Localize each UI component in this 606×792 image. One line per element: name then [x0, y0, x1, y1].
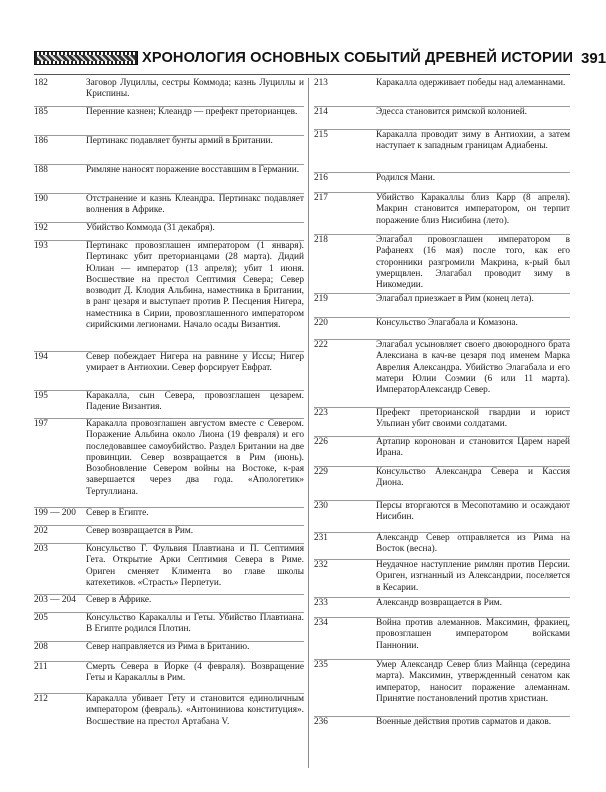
entry-text: Север возвращается в Рим.: [86, 526, 194, 536]
entry-text: Север направляется из Рима в Британию.: [86, 642, 250, 652]
entry-text: Отстранение и казнь Клеандра. Пертинакс подавляет волнения в Африке.: [86, 194, 304, 216]
entry-separator: [34, 164, 304, 165]
chronology-entry: [314, 340, 570, 396]
entry-text: Каракалла одерживает победы над алеманнами.: [376, 78, 566, 88]
entry-year: 186: [34, 136, 48, 146]
entry-separator: [314, 106, 570, 107]
entry-text: Консульство Элагабала и Комазона.: [376, 318, 518, 328]
entry-year: 219: [314, 294, 328, 304]
entry-text: Префект преторианской гвардии и юрист Ульпиан убит своими солдатами.: [376, 408, 570, 430]
entry-separator: [34, 135, 304, 136]
entry-year: 236: [314, 717, 328, 727]
chronology-entry: [314, 533, 570, 556]
entry-text: Пертинакс подавляет бунты армий в Британии.: [86, 136, 273, 146]
entry-year: 222: [314, 340, 328, 350]
chronology-entry: [34, 78, 304, 101]
entry-text: Элагабал усыновляет своего двоюродного брата Алексиана в кач-ве цезаря под именем Марка Аврелия Александра. Убийство Элагабала и его матери Юлии Соэмии (6 или 11 марта). ИмператорАлександр Север.: [376, 340, 570, 396]
chronology-entry: [34, 107, 304, 118]
chronology-entry: [314, 560, 570, 594]
entry-text: Эдесса становится римской колонией.: [376, 107, 527, 117]
entry-separator: [314, 293, 570, 294]
entry-text: Перенние казнен; Клеандр — префект преторианцев.: [86, 107, 298, 117]
chronology-entry: [34, 241, 304, 331]
entry-text: Заговор Луциллы, сестры Коммода; казнь Луциллы и Криспины.: [86, 78, 304, 100]
entry-text: Смерть Севера в Йорке (4 февраля). Возвращение Геты и Каракаллы в Рим.: [86, 662, 304, 684]
entry-separator: [34, 693, 304, 694]
chronology-entry: [314, 467, 570, 490]
chronology-entry: [34, 391, 304, 414]
entry-text: Север в Египте.: [86, 508, 149, 518]
entry-separator: [314, 192, 570, 193]
entry-separator: [34, 525, 304, 526]
entry-year: 213: [314, 78, 328, 88]
entry-text: Север в Африке.: [86, 595, 152, 605]
entry-year: 216: [314, 173, 328, 183]
chronology-entry: [314, 173, 570, 184]
entry-year: 208: [34, 642, 48, 652]
entry-year: 215: [314, 130, 328, 140]
entry-separator: [314, 500, 570, 501]
entry-text: Элагабал приезжает в Рим (конец лета).: [376, 294, 534, 304]
chronology-entry: [314, 78, 570, 89]
entry-text: Убийство Коммода (31 декабря).: [86, 223, 215, 233]
chronology-entry: [314, 660, 570, 705]
entry-year: 202: [34, 526, 48, 536]
page-number: 391: [581, 49, 606, 67]
entry-separator: [314, 172, 570, 173]
chronology-entry: [34, 194, 304, 217]
entry-separator: [34, 661, 304, 662]
entry-separator: [314, 466, 570, 467]
entry-text: Александр возвращается в Рим.: [376, 598, 503, 608]
entry-separator: [314, 559, 570, 560]
chronology-entry: [314, 437, 570, 460]
entry-year: 185: [34, 107, 48, 117]
entry-text: Война против алеманнов. Максимин, фракиец, провозглашен императором войсками Паннонии.: [376, 618, 570, 651]
entry-year: 194: [34, 352, 48, 362]
chronology-entry: [314, 193, 570, 227]
entry-year: 214: [314, 107, 328, 117]
entry-text: Каракалла, сын Севера, провозглашен цезарем. Падение Византия.: [86, 391, 304, 413]
entry-separator: [34, 543, 304, 544]
entry-year: 223: [314, 408, 328, 418]
entry-separator: [34, 106, 304, 107]
entry-year: 220: [314, 318, 328, 328]
chronology-entry: [34, 613, 304, 636]
entry-text: Каракалла проводит зиму в Антиохии, а затем наступает к западным границам Адиабены.: [376, 130, 570, 152]
entry-year: 188: [34, 165, 48, 175]
entry-text: Военные действия против сарматов и даков.: [376, 717, 552, 727]
chronology-entry: [34, 508, 304, 519]
entry-text: Элагабал провозглашен императором в Рафанеях (16 мая) после того, как его сторонники разгромили Макрина, к-рый был умерщвлен. Элагабал проводит зиму в Никомедии.: [376, 235, 570, 291]
entry-text: Пертинакс провозглашен императором (1 января). Пертинакс убит преторианцами (28 марта). Дидий Юлиан — император (13 апреля); убит 1 июня. Восшествие на престол Септимия Севера; Север возводит Д. Клодия Альбина, наместника в Британии, в ранг цезаря и выступает против Р. Песцения Нигера, наместника в Сирии, провозглашенного императором сирийскими легионами. Начало осады Византия.: [86, 241, 304, 331]
chronology-entry: [314, 235, 570, 291]
entry-separator: [314, 436, 570, 437]
entry-year: 197: [34, 419, 48, 429]
entry-text: Каракалла провозглашен августом вместе с Севером. Поражение Альбина около Лиона (19 февраля) и его последовавшее самоубийство. Раздел Британии на две провинции. Север возвращается в Рим (июнь). Возобновление Севером войны на Востоке, к-рая завершается через два года. «Апологетик» Тертуллиана.: [86, 419, 304, 497]
entry-separator: [314, 659, 570, 660]
entry-year: 182: [34, 78, 48, 88]
entry-text: Римляне наносят поражение восставшим в Германии.: [86, 165, 300, 175]
chronology-entry: [34, 544, 304, 589]
entry-year: 218: [314, 235, 328, 245]
entry-text: Каракалла убивает Гету и становится единоличным императором (февраль). «Антониниова конституция». Восшествие на престол Артабана V.: [86, 694, 304, 727]
entry-separator: [314, 234, 570, 235]
entry-separator: [34, 418, 304, 419]
entry-separator: [34, 594, 304, 595]
entry-year: 230: [314, 501, 328, 511]
header-rule: [34, 74, 570, 75]
running-title: ХРОНОЛОГИЯ ОСНОВНЫХ СОБЫТИЙ ДРЕВНЕЙ ИСТОРИИ: [142, 50, 574, 66]
chronology-entry: [314, 130, 570, 153]
entry-text: Консульство Александра Севера и Кассия Диона.: [376, 467, 570, 489]
entry-separator: [34, 612, 304, 613]
chronology-entry: [314, 318, 570, 329]
entry-text: Неудачное наступление римлян против Персии. Ориген, изгнанный из Александрии, поселяется в Кесарии.: [376, 560, 570, 593]
entry-separator: [314, 407, 570, 408]
entry-separator: [34, 507, 304, 508]
entry-text: Умер Александр Север близ Майнца (середина марта). Максимин, утвержденный сенатом как император, наносит поражение алеманнам. Принятие постановлений против христиан.: [376, 660, 570, 704]
chronology-entry: [314, 107, 570, 118]
entry-separator: [34, 240, 304, 241]
entry-year: 231: [314, 533, 328, 543]
entry-separator: [314, 597, 570, 598]
chronology-entry: [34, 694, 304, 728]
entry-separator: [314, 317, 570, 318]
entry-text: Консульство Каракаллы и Геты. Убийство Плавтиана. В Египте родился Плотин.: [86, 613, 304, 635]
entry-year: 203 — 204: [34, 595, 76, 605]
entry-separator: [34, 641, 304, 642]
entry-text: Север побеждает Нигера на равнине у Иссы; Нигер умирает в Антиохии. Север форсирует Евфрат.: [86, 352, 304, 374]
entry-text: Консульство Г. Фульвия Плавтиана и П. Септимия Гета. Открытие Арки Септимия Севера в Риме. Ориген сменяет Климента во главе школы катехетиков. «Страсть» Перпетуи.: [86, 544, 304, 588]
entry-separator: [34, 193, 304, 194]
entry-text: Родился Мани.: [376, 173, 436, 183]
entry-year: 234: [314, 618, 328, 628]
chronology-entry: [314, 598, 570, 609]
entry-separator: [314, 617, 570, 618]
entry-separator: [314, 716, 570, 717]
entry-text: Александр Север отправляется из Рима на Восток (весна).: [376, 533, 570, 555]
entry-separator: [34, 222, 304, 223]
chronology-entry: [34, 136, 304, 147]
chronology-entry: [34, 662, 304, 685]
chronology-entry: [34, 352, 304, 375]
entry-year: 190: [34, 194, 48, 204]
chronology-entry: [314, 294, 570, 305]
column-divider: [308, 78, 309, 768]
chronology-entry: [34, 595, 304, 606]
chronology-entry: [314, 501, 570, 524]
entry-year: 205: [34, 613, 48, 623]
chronology-entry: [34, 419, 304, 498]
entry-year: 212: [34, 694, 48, 704]
entry-year: 211: [34, 662, 48, 672]
entry-year: 226: [314, 437, 328, 447]
entry-year: 232: [314, 560, 328, 570]
chronology-entry: [34, 526, 304, 537]
entry-text: Персы вторгаются в Месопотамию и осаждают Нисибин.: [376, 501, 570, 523]
entry-year: 217: [314, 193, 328, 203]
entry-year: 235: [314, 660, 328, 670]
page-header: [34, 48, 606, 68]
entry-separator: [314, 532, 570, 533]
chronology-entry: [314, 408, 570, 431]
chronology-entry: [314, 717, 570, 728]
chronology-entry: [34, 223, 304, 234]
entry-separator: [314, 339, 570, 340]
entry-year: 203: [34, 544, 48, 554]
entry-text: Артапир коронован и становится Царем нарей Ирана.: [376, 437, 570, 459]
entry-separator: [34, 390, 304, 391]
entry-year: 233: [314, 598, 328, 608]
entry-separator: [34, 351, 304, 352]
chronology-entry: [34, 642, 304, 653]
chronology-entry: [34, 165, 304, 176]
entry-text: Убийство Каракаллы близ Карр (8 апреля). Макрин становится императором, он терпит поражение близ Нисибина (лето).: [376, 193, 570, 226]
entry-year: 192: [34, 223, 48, 233]
entry-year: 229: [314, 467, 328, 477]
chronology-entry: [314, 618, 570, 652]
entry-separator: [314, 129, 570, 130]
entry-year: 193: [34, 241, 48, 251]
entry-year: 195: [34, 391, 48, 401]
entry-year: 199 — 200: [34, 508, 76, 518]
decorative-ornament: [34, 51, 138, 65]
